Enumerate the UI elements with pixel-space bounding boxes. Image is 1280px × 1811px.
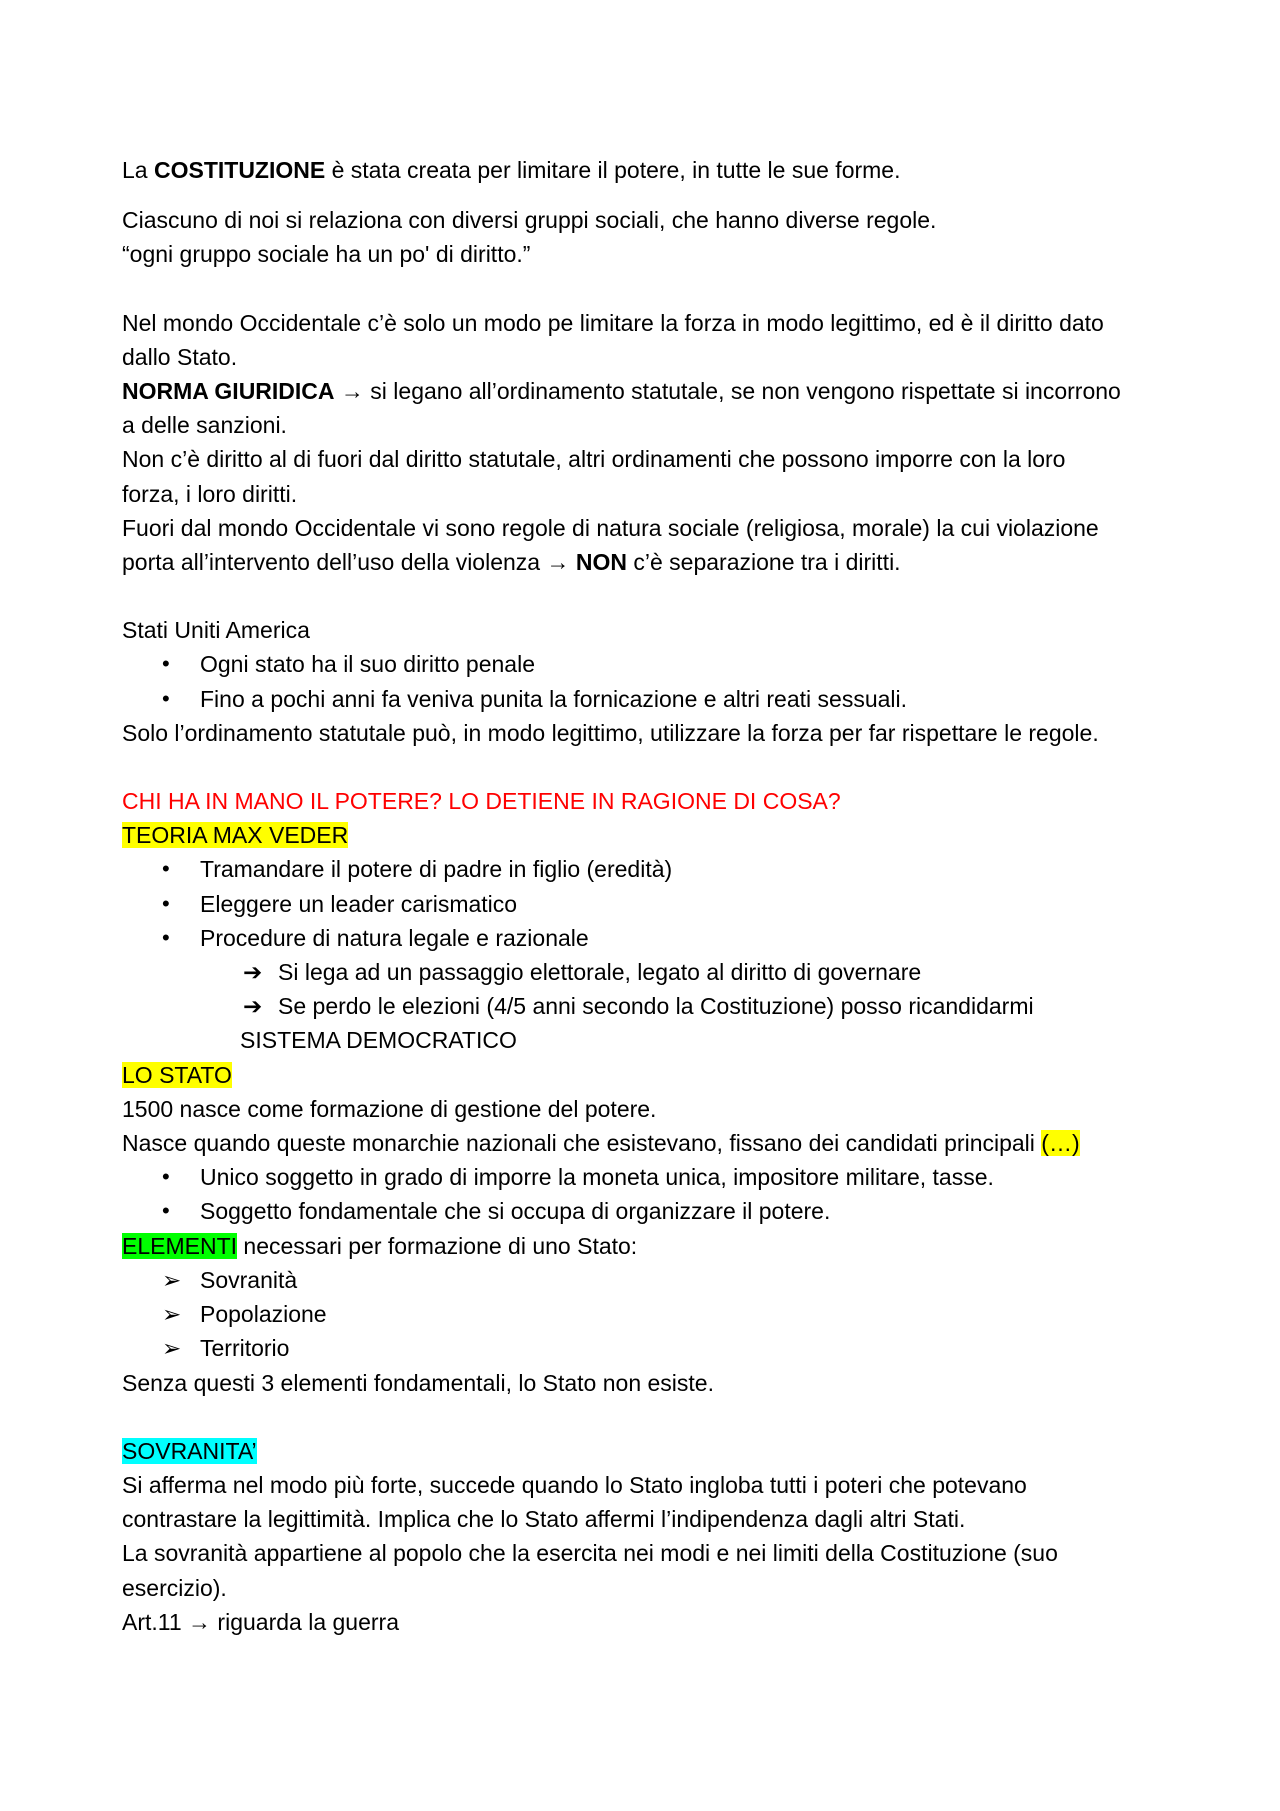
sovranita-line: Si afferma nel modo più forte, succede quando lo Stato ingloba tutti i poteri che potevano: [122, 1471, 1027, 1498]
potere-question: CHI HA IN MANO IL POTERE? LO DETIENE IN RAGIONE DI COSA?: [122, 788, 841, 815]
teoria-heading: [122, 818, 1162, 852]
sub-list-item: [122, 989, 1162, 1023]
sub-list-item: [122, 955, 1162, 989]
norma-line: [122, 374, 1162, 408]
chevron-icon: ➢: [162, 1335, 182, 1362]
sovranita-line: contrastare la legittimità. Implica che lo Stato affermi l’indipendenza dagli altri Stati.: [122, 1506, 966, 1533]
stato-list: [122, 1160, 1162, 1228]
usa-title: Stati Uniti America: [122, 617, 310, 644]
fuori-line: [122, 545, 1162, 579]
bullet-icon: •: [162, 924, 170, 950]
elementi-line: [122, 1229, 1162, 1263]
highlighted-heading: LO STATO: [122, 1061, 232, 1088]
list-item: [122, 1263, 1162, 1297]
elementi-list: [122, 1263, 1162, 1366]
list-item-text: Tramandare il potere di padre in figlio (eredità): [200, 856, 673, 883]
sovranita-line: La sovranità appartiene al popolo che la esercita nei modi e nei limiti della Costituzione (suo: [122, 1540, 1058, 1567]
list-item-text: Sovranità: [200, 1266, 298, 1293]
highlighted-heading: SOVRANITA’: [122, 1437, 257, 1464]
sovranita-line: Art.11 → riguarda la guerra: [122, 1608, 399, 1635]
sovranita-heading: [122, 1434, 1162, 1468]
bullet-icon: •: [162, 651, 170, 677]
list-item-text: Fino a pochi anni fa veniva punita la fornicazione e altri reati sessuali.: [200, 685, 908, 712]
list-item-text: Procedure di natura legale e razionale: [200, 924, 589, 951]
bullet-icon: •: [162, 685, 170, 711]
list-item-text: Unico soggetto in grado di imporre la moneta unica, impositore militare, tasse.: [200, 1164, 994, 1191]
teoria-list: [122, 852, 1162, 1023]
bullet-icon: •: [162, 890, 170, 916]
text: → si legano all’ordinamento statutale, se non vengono rispettate si incorrono: [334, 378, 1121, 405]
highlighted-heading: TEORIA MAX VEDER: [122, 822, 349, 849]
list-item: [122, 1297, 1162, 1331]
usa-list: [122, 647, 1162, 715]
text: c’è separazione tra i diritti.: [627, 549, 901, 576]
list-item: [122, 852, 1162, 886]
list-item-text: Se perdo le elezioni (4/5 anni secondo la Costituzione) posso ricandidarmi: [278, 993, 1034, 1020]
stato-line: 1500 nasce come formazione di gestione del potere.: [122, 1095, 657, 1122]
chevron-icon: ➢: [162, 1266, 182, 1293]
list-item-text: Ogni stato ha il suo diritto penale: [200, 651, 535, 678]
text: necessari per formazione di uno Stato:: [237, 1232, 638, 1259]
list-item: [122, 1160, 1162, 1194]
list-item: [122, 1194, 1162, 1228]
list-item: [122, 921, 1162, 955]
list-item: [122, 1331, 1162, 1365]
list-item: [122, 682, 1162, 716]
diritto-line: Non c’è diritto al di fuori dal diritto statutale, altri ordinamenti che possono imporre con la loro: [122, 446, 1066, 473]
groups-quote: “ogni gruppo sociale ha un po' di diritto.”: [122, 241, 531, 268]
groups-line-1: Ciascuno di noi si relaziona con diversi gruppi sociali, che hanno diverse regole.: [122, 207, 937, 234]
highlighted-ellipsis: (…): [1041, 1130, 1080, 1157]
sistema-democratico: SISTEMA DEMOCRATICO: [240, 1027, 517, 1054]
list-item-text: Popolazione: [200, 1301, 327, 1328]
text: è stata creata per limitare il potere, in tutte le sue forme.: [325, 157, 901, 183]
list-item-text: Soggetto fondamentale che si occupa di organizzare il potere.: [200, 1198, 831, 1225]
list-item-text: Si lega ad un passaggio elettorale, legato al diritto di governare: [278, 959, 922, 986]
sovranita-line: esercizio).: [122, 1574, 227, 1601]
document-body: [122, 153, 1162, 1639]
bold-term: NORMA GIURIDICA: [122, 378, 335, 405]
stato-line: [122, 1126, 1162, 1160]
stato-heading: [122, 1058, 1162, 1092]
list-item: [122, 647, 1162, 681]
bullet-icon: •: [162, 856, 170, 882]
bullet-icon: •: [162, 1198, 170, 1224]
chevron-icon: ➢: [162, 1301, 182, 1328]
occidente-line: dallo Stato.: [122, 343, 238, 370]
text: Nasce quando queste monarchie nazionali che esistevano, fissano dei candidati principali: [122, 1130, 1042, 1157]
diritto-line: forza, i loro diritti.: [122, 480, 298, 507]
occidente-line: Nel mondo Occidentale c’è solo un modo pe limitare la forza in modo legittimo, ed è il diritto dato: [122, 309, 1104, 336]
usa-after: Solo l’ordinamento statutale può, in modo legittimo, utilizzare la forza per far rispettare le regole.: [122, 719, 1099, 746]
arrow-icon: ➔: [243, 959, 263, 986]
bold-term: NON: [575, 549, 627, 576]
bold-term: COSTITUZIONE: [153, 157, 326, 183]
text: La: [122, 157, 154, 183]
highlighted-term: ELEMENTI: [122, 1232, 238, 1259]
bullet-icon: •: [162, 1164, 170, 1190]
list-item: [122, 887, 1162, 921]
stato-after: Senza questi 3 elementi fondamentali, lo Stato non esiste.: [122, 1369, 714, 1396]
norma-line: a delle sanzioni.: [122, 412, 287, 439]
list-item-text: Territorio: [200, 1335, 290, 1362]
intro-paragraph: [122, 153, 1162, 187]
fuori-line: Fuori dal mondo Occidentale vi sono regole di natura sociale (religiosa, morale) la cui violazione: [122, 514, 1099, 541]
text: porta all’intervento dell’uso della violenza →: [122, 549, 576, 576]
list-item-text: Eleggere un leader carismatico: [200, 890, 518, 917]
arrow-icon: ➔: [243, 993, 263, 1020]
